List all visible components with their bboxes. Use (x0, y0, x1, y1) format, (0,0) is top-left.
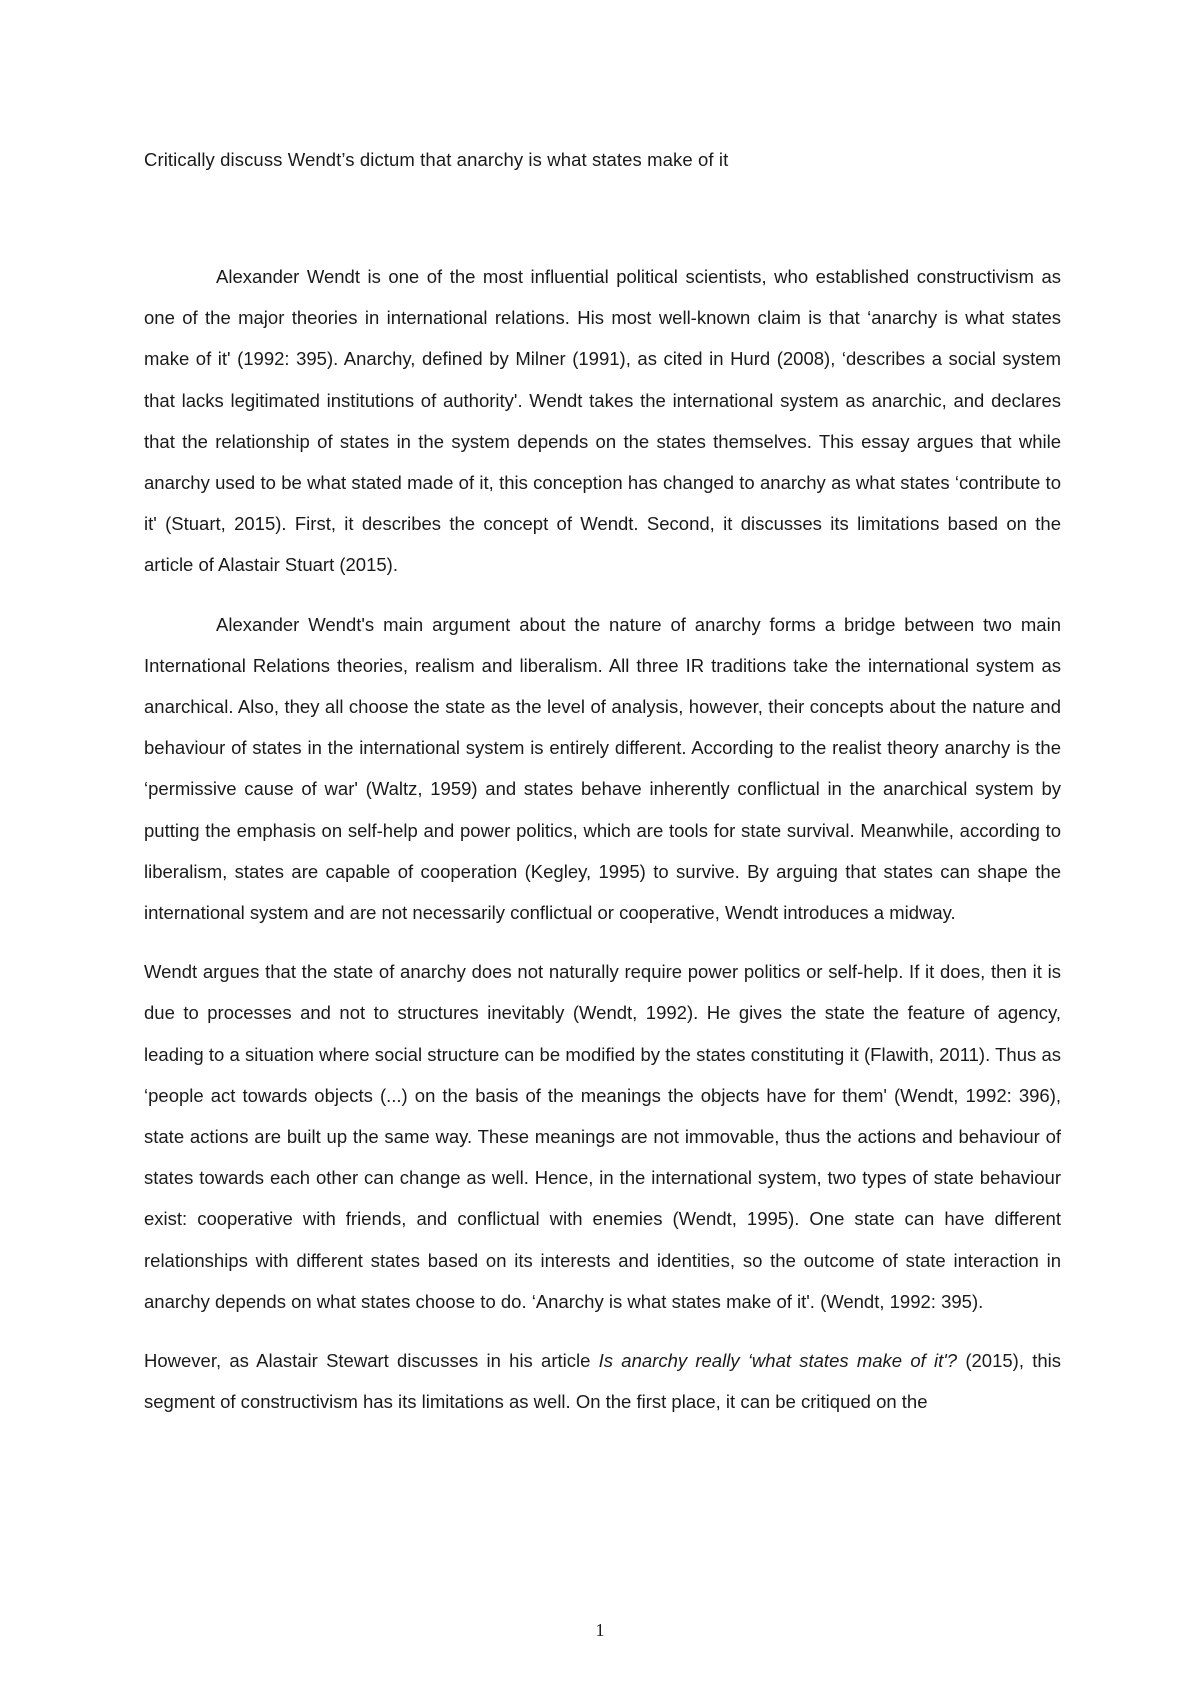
page-number: 1 (595, 1620, 605, 1640)
paragraph-anarchy-processes: Wendt argues that the state of anarchy does not naturally require power politics or self-help. If it does, then it is due to processes and not to structures inevitably (Wendt, 1992). He gives the state the feature of agency, leading to a situation where social structure can be modified by the states constituting it (Flawith, 2011). Thus as ‘people act towards objects (...) on the basis of the meanings the objects have for them' (Wendt, 1992: 396), state actions are built up the same way. These meanings are not immovable, thus the actions and behaviour of states towards each other can change as well. Hence, in the international system, two types of state behaviour exist: cooperative with friends, and conflictual with enemies (Wendt, 1995). One state can have different relationships with different states based on its interests and identities, so the outcome of state interaction in anarchy depends on what states choose to do. ‘Anarchy is what states make of it'. (Wendt, 1992: 395). (144, 961, 1061, 1312)
paragraph-limitations-end: (2015), this segment of constructivism has its limitations as well. On the first place, it can be critiqued on the (144, 1350, 1061, 1413)
paragraph-wendt-argument: Alexander Wendt's main argument about the nature of anarchy forms a bridge between two main International Relations theories, realism and liberalism. All three IR traditions take the international system as anarchical. Also, they all choose the state as the level of analysis, however, their concepts about the nature and behaviour of states in the international system is entirely different. According to the realist theory anarchy is the ‘permissive cause of war' (Waltz, 1959) and states behave inherently conflictual in the anarchical system by putting the emphasis on self-help and power politics, which are tools for state survival. Meanwhile, according to liberalism, states are capable of cooperation (Kegley, 1995) to survive. By arguing that states can shape the international system and are not necessarily conflictual or cooperative, Wendt introduces a midway. (144, 613, 1061, 924)
essay-title: Critically discuss Wendt’s dictum that anarchy is what states make of it (144, 149, 729, 170)
paragraph-introduction: Alexander Wendt is one of the most influential political scientists, who established constructivism as one of the major theories in international relations. His most well-known claim is that ‘anarchy is what states make of it' (1992: 395). Anarchy, defined by Milner (1991), as cited in Hurd (2008), ‘describes a social system that lacks legitimated institutions of authority'. Wendt takes the international system as anarchic, and declares that the relationship of states in the system depends on the states themselves. This essay argues that while anarchy used to be what stated made of it, this conception has changed to anarchy as what states ‘contribute to it' (Stuart, 2015). First, it describes the concept of Wendt. Second, it discusses its limitations based on the article of Alastair Stuart (2015). (144, 266, 1061, 576)
essay-body (144, 256, 1061, 1422)
article-title-italic: Is anarchy really ‘what states make of it'? (598, 1350, 958, 1372)
paragraph-limitations-start: However, as Alastair Stewart discusses in his article (144, 1350, 599, 1372)
paragraph-limitations (144, 1340, 1061, 1422)
